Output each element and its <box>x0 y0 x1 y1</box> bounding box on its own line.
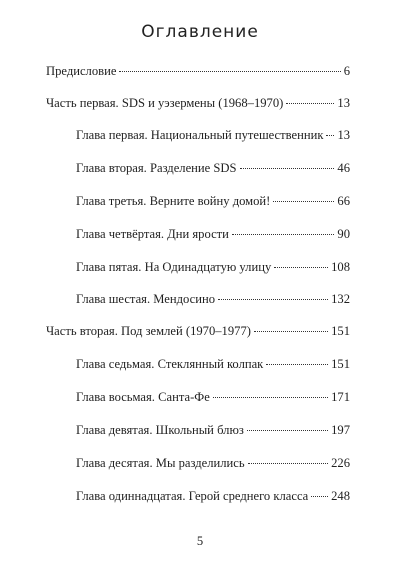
toc-entry-chapter-1[interactable] <box>76 128 350 143</box>
toc-entry-page: 13 <box>337 128 351 142</box>
toc-entry-title: Глава первая. Национальный путешественник <box>76 128 324 142</box>
dot-leader <box>266 364 328 365</box>
dot-leader <box>273 201 334 202</box>
dot-leader <box>274 267 328 268</box>
toc-entry-chapter-9[interactable] <box>76 423 350 438</box>
toc-entry-preface[interactable] <box>46 64 350 79</box>
toc-entry-page: 226 <box>331 456 350 470</box>
page-title: Оглавление <box>141 22 259 42</box>
dot-leader <box>326 135 334 136</box>
toc-entry-title: Глава седьмая. Стеклянный колпак <box>76 357 264 371</box>
dot-leader <box>247 430 328 431</box>
dot-leader <box>119 71 340 72</box>
toc-entry-title: Глава одиннадцатая. Герой среднего класса <box>76 489 309 503</box>
toc-entry-title: Глава четвёртая. Дни ярости <box>76 227 229 241</box>
toc-entry-chapter-5[interactable] <box>76 260 350 275</box>
toc-entry-page: 66 <box>337 194 350 208</box>
toc-entry-title: Глава пятая. На Одинадцатую улицу <box>76 260 272 274</box>
toc-entry-chapter-11[interactable] <box>76 489 350 504</box>
dot-leader <box>232 234 334 235</box>
toc-entry-page: 248 <box>331 489 350 503</box>
toc-entry-page: 108 <box>331 260 350 274</box>
toc-entry-title: Глава восьмая. Санта-Фе <box>76 390 210 404</box>
dot-leader <box>218 299 328 300</box>
toc-entry-page: 90 <box>337 227 350 241</box>
toc-entry-chapter-10[interactable] <box>76 456 350 471</box>
toc-entry-title: Предисловие <box>46 64 117 78</box>
toc-entry-chapter-8[interactable] <box>76 390 350 405</box>
dot-leader <box>286 103 334 104</box>
toc-entry-title: Глава третья. Верните войну домой! <box>76 194 271 208</box>
toc-entry-chapter-3[interactable] <box>76 194 350 209</box>
toc-entry-page: 151 <box>331 324 350 338</box>
toc-entry-title: Глава девятая. Школьный блюз <box>76 423 244 437</box>
toc-entry-page: 46 <box>337 161 350 175</box>
dot-leader <box>254 331 328 332</box>
toc-entry-page: 13 <box>337 96 350 110</box>
dot-leader <box>240 168 335 169</box>
toc-entry-page: 197 <box>331 423 350 437</box>
toc-entry-part-1[interactable] <box>46 96 350 111</box>
toc-entry-chapter-7[interactable] <box>76 357 350 372</box>
toc-entry-page: 6 <box>343 64 350 78</box>
page-number: 5 <box>196 534 204 548</box>
toc-entry-title: Глава десятая. Мы разделились <box>76 456 245 470</box>
dot-leader <box>213 397 328 398</box>
toc-entry-title: Часть первая. SDS и уэзермены (1968–1970) <box>46 96 284 110</box>
toc-entry-page: 151 <box>331 357 350 371</box>
dot-leader <box>248 463 329 464</box>
toc-entry-part-2[interactable] <box>46 324 350 339</box>
toc-entry-title: Глава шестая. Мендосино <box>76 292 215 306</box>
toc-entry-chapter-2[interactable] <box>76 161 350 176</box>
toc-entry-page: 171 <box>331 390 350 404</box>
dot-leader <box>311 496 328 497</box>
toc-entry-title: Часть вторая. Под землей (1970–1977) <box>46 324 251 338</box>
toc-entry-page: 132 <box>331 292 350 306</box>
toc-entry-chapter-6[interactable] <box>76 292 350 307</box>
toc-entry-title: Глава вторая. Разделение SDS <box>76 161 237 175</box>
toc-entry-chapter-4[interactable] <box>76 227 350 242</box>
